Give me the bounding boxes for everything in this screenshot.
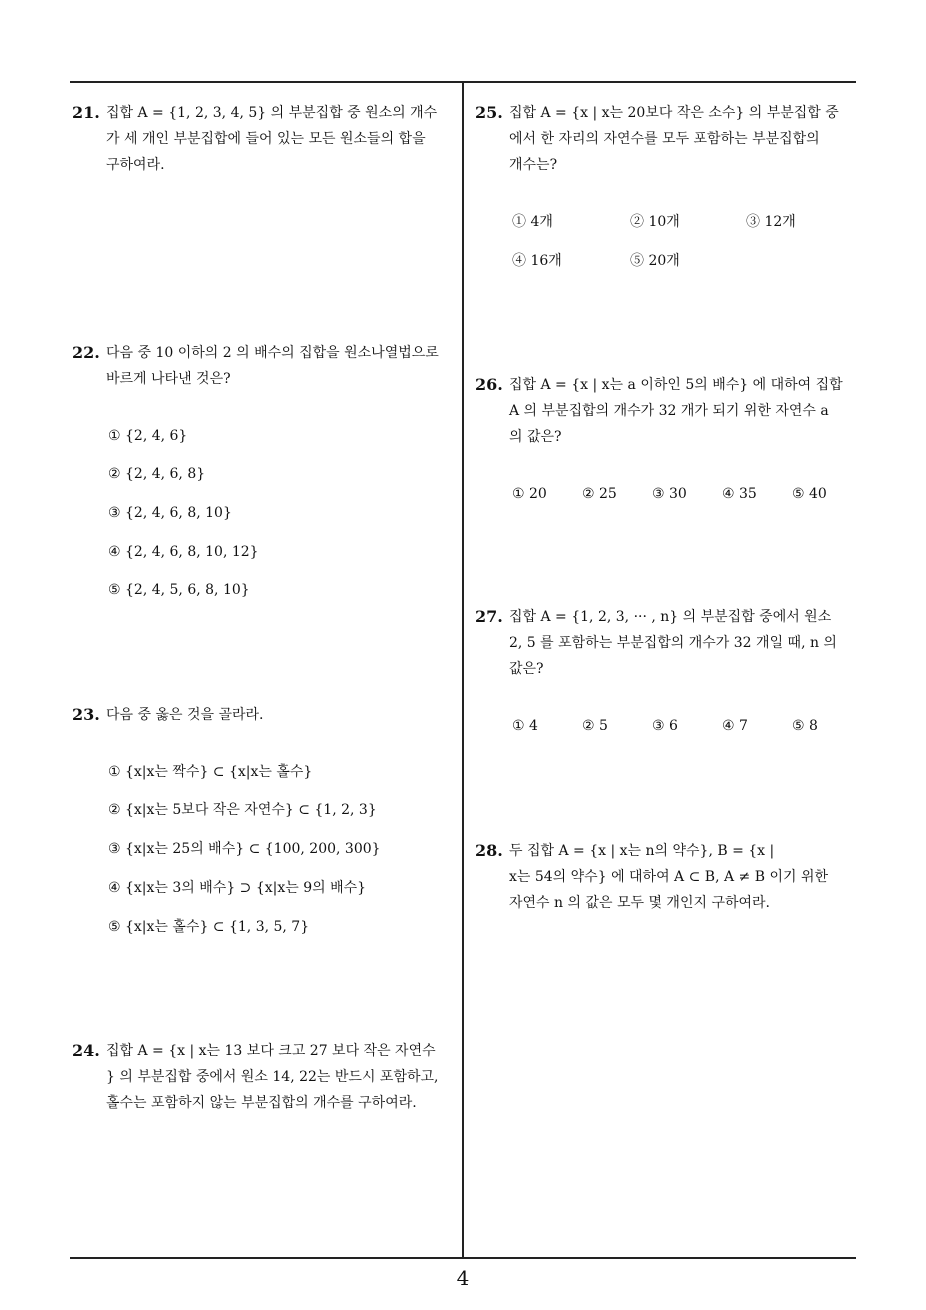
question-text-line: 자연수 n 의 값은 모두 몇 개인지 구하여라. — [509, 895, 771, 911]
option-2[interactable]: ② 5 — [582, 718, 608, 734]
question-text-line: 가 세 개인 부분집합에 들어 있는 모든 원소들의 합을 — [106, 131, 426, 147]
question-23 — [72, 702, 462, 728]
page-number: 4 — [456, 1266, 470, 1290]
option-3[interactable]: ③ 12개 — [746, 214, 796, 230]
question-21 — [72, 100, 462, 178]
question-text-line: 다음 중 10 이하의 2 의 배수의 집합을 원소나열법으로 — [106, 345, 439, 361]
question-27 — [475, 604, 865, 682]
option-3[interactable]: ③ 6 — [652, 718, 678, 734]
option-5[interactable]: ⑤ 40 — [792, 486, 827, 502]
question-text-line: 집합 A = {1, 2, 3, ··· , n} 의 부분집합 중에서 원소 — [509, 609, 832, 625]
question-text-line: 두 집합 A = {x | x는 n의 약수}, B = {x | — [509, 843, 775, 859]
question-text-line: 바르게 나타낸 것은? — [106, 371, 231, 387]
question-number: 27. — [475, 607, 503, 626]
option-2[interactable]: ② {2, 4, 6, 8} — [108, 466, 206, 482]
question-number: 23. — [72, 705, 100, 724]
option-1[interactable]: ① 4 — [512, 718, 538, 734]
question-24 — [72, 1038, 462, 1116]
option-4[interactable]: ④ 16개 — [512, 253, 562, 269]
question-text-line: 2, 5 를 포함하는 부분집합의 개수가 32 개일 때, n 의 — [509, 635, 837, 651]
question-text-line: 집합 A = {x | x는 a 이하인 5의 배수} 에 대하여 집합 — [509, 377, 843, 393]
bottom-rule — [70, 1257, 856, 1259]
option-5[interactable]: ⑤ 20개 — [630, 253, 680, 269]
question-number: 25. — [475, 103, 503, 122]
option-5[interactable]: ⑤ {2, 4, 5, 6, 8, 10} — [108, 582, 250, 598]
option-3[interactable]: ③ 30 — [652, 486, 687, 502]
option-4[interactable]: ④ 35 — [722, 486, 757, 502]
question-number: 24. — [72, 1041, 100, 1060]
question-text-line: 에서 한 자리의 자연수를 모두 포함하는 부분집합의 — [509, 131, 820, 147]
option-1[interactable]: ① {2, 4, 6} — [108, 428, 188, 444]
option-2[interactable]: ② 25 — [582, 486, 617, 502]
question-text-line: 집합 A = {x | x는 20보다 작은 소수} 의 부분집합 중 — [509, 105, 839, 121]
option-1[interactable]: ① 20 — [512, 486, 547, 502]
question-text-line: x는 54의 약수} 에 대하여 A ⊂ B, A ≠ B 이기 위한 — [509, 869, 829, 885]
question-text-line: 다음 중 옳은 것을 골라라. — [106, 707, 264, 723]
option-5[interactable]: ⑤ {x|x는 홀수} ⊂ {1, 3, 5, 7} — [108, 919, 310, 935]
question-text-line: 집합 A = {1, 2, 3, 4, 5} 의 부분집합 중 원소의 개수 — [106, 105, 438, 121]
question-28 — [475, 838, 865, 916]
option-1[interactable]: ① {x|x는 짝수} ⊂ {x|x는 홀수} — [108, 764, 313, 780]
option-2[interactable]: ② 10개 — [630, 214, 680, 230]
option-4[interactable]: ④ {2, 4, 6, 8, 10, 12} — [108, 544, 259, 560]
option-3[interactable]: ③ {x|x는 25의 배수} ⊂ {100, 200, 300} — [108, 841, 381, 857]
question-26 — [475, 372, 865, 450]
question-text-line: 홀수는 포함하지 않는 부분집합의 개수를 구하여라. — [106, 1095, 417, 1111]
question-text-line: } 의 부분집합 중에서 원소 14, 22는 반드시 포함하고, — [106, 1069, 439, 1085]
option-3[interactable]: ③ {2, 4, 6, 8, 10} — [108, 505, 232, 521]
question-number: 21. — [72, 103, 100, 122]
question-number: 22. — [72, 343, 100, 362]
question-text-line: 값은? — [509, 661, 544, 677]
question-text-line: 구하여라. — [106, 157, 165, 173]
question-number: 28. — [475, 841, 503, 860]
question-text-line: 의 값은? — [509, 429, 562, 445]
option-5[interactable]: ⑤ 8 — [792, 718, 818, 734]
question-number: 26. — [475, 375, 503, 394]
question-25 — [475, 100, 865, 178]
option-4[interactable]: ④ {x|x는 3의 배수} ⊃ {x|x는 9의 배수} — [108, 880, 367, 896]
option-2[interactable]: ② {x|x는 5보다 작은 자연수} ⊂ {1, 2, 3} — [108, 802, 377, 818]
question-22 — [72, 340, 462, 392]
question-text-line: 집합 A = {x | x는 13 보다 크고 27 보다 작은 자연수 — [106, 1043, 436, 1059]
option-1[interactable]: ① 4개 — [512, 214, 553, 230]
option-4[interactable]: ④ 7 — [722, 718, 748, 734]
question-text-line: A 의 부분집합의 개수가 32 개가 되기 위한 자연수 a — [509, 403, 829, 419]
column-divider — [462, 82, 464, 1258]
question-text-line: 개수는? — [509, 157, 558, 173]
